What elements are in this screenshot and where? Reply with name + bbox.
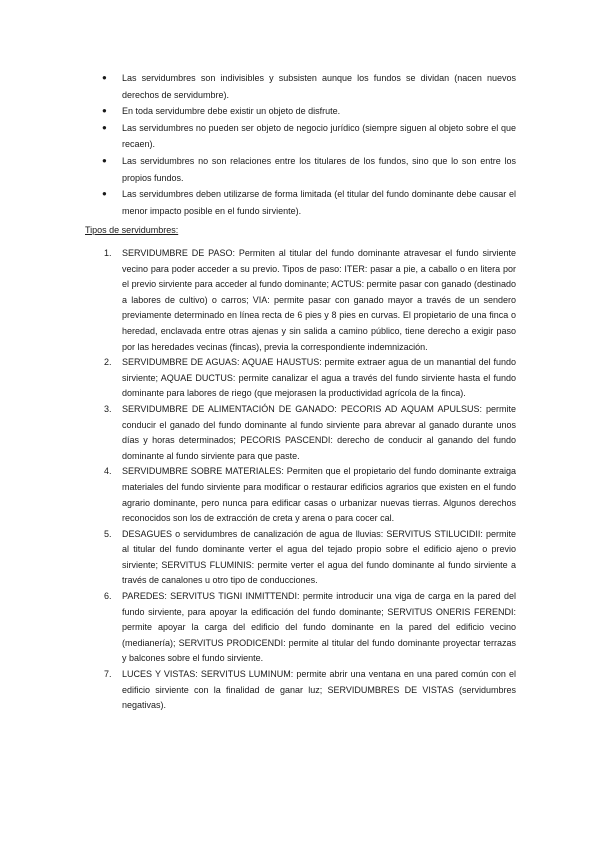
- list-item: [104, 667, 516, 714]
- list-item: [104, 527, 516, 589]
- item-number: 1.: [104, 248, 112, 258]
- item-number: 2.: [104, 357, 112, 368]
- bullet-item: ● Las servidumbres son indivisibles y subsisten aunque los fundos se dividan (nacen nuevos derechos de servidumbre).: [104, 70, 516, 103]
- properties-bullet-list: [104, 70, 516, 219]
- bullet-item: ● Las servidumbres no son relaciones entre los titulares de los fundos, sino que lo son entre los propios fundos.: [104, 153, 516, 186]
- section-heading: Tipos de servidumbres:: [85, 225, 179, 235]
- item-text: DESAGUES o servidumbres de canalización de agua de lluvias: SERVITUS STILUCIDII: permite al titular del fundo dominante verter el agua del tejado propio sobre el edificio ajeno o previo sirviente; SERVITUS FLUMINIS: permite verter el agua del fundo dominante al fundo sirviente a través de canalones u otro tipo de conducciones.: [122, 528, 516, 586]
- servitude-types-list: [104, 246, 516, 714]
- bullet-item: ● Las servidumbres no pueden ser objeto de negocio jurídico (siempre siguen al objeto sobre el que recaen).: [104, 120, 516, 153]
- item-number: 3.: [104, 403, 112, 414]
- item-number: 7.: [104, 669, 112, 680]
- list-item: [104, 589, 516, 667]
- bullet-item: ● En toda servidumbre debe existir un objeto de disfrute.: [104, 103, 516, 120]
- item-text: SERVIDUMBRE DE ALIMENTACIÓN DE GANADO: PECORIS AD AQUAM APULSUS: permite conducir el ganado del fundo dominante al fundo sirviente para abrevar al ganado durante unos días y horas determinados; PECORIS PASCENDI: derecho de conducir al ganando del fundo dominante al fundo sirviente para que paste.: [122, 403, 516, 461]
- list-item: [104, 464, 516, 526]
- item-text: PAREDES: SERVITUS TIGNI INMITTENDI: permite introducir una viga de carga en la pared del fundo sirviente, para apoyar la edificación del fundo dominante; SERVITUS ONERIS FERENDI: permite apoyar la carga del edificio del fundo dominante en la pared del edificio vecino (medianería); SERVITUS PRODICENDI: permite al titular del fundo dominante proyectar terrazas y balcones sobre el fundo sirviente.: [122, 591, 516, 664]
- bullet-item: ● Las servidumbres deben utilizarse de forma limitada (el titular del fundo dominante debe causar el menor impacto posible en el fundo sirviente).: [104, 186, 516, 219]
- list-item: [104, 246, 516, 355]
- item-number: 4.: [104, 466, 112, 477]
- item-number: 5.: [104, 528, 112, 539]
- item-text: SERVIDUMBRE DE PASO: Permiten al titular del fundo dominante atravesar el fundo sirviente vecino para poder acceder a su previo. Tipos de paso: ITER: pasar a pie, a caballo o en litera por el previo sirviente para acceder al fundo dominante; ACTUS: permite pasar con ganado (destinado a labores de cultivo) o carros; VIA: permite pasar con ganado mayor a través de un sendero previamente determinado en línea recta de 6 pies y 8 pies en curvas. El propietario de una finca o heredad, enclavada entre otras ajenas y sin salida a camino público, tiene derecho a exigir paso por las heredades vecinas (fincas), previa la correspondiente indemnización.: [122, 248, 516, 352]
- list-item: [104, 355, 516, 402]
- item-text: SERVIDUMBRE SOBRE MATERIALES: Permiten que el propietario del fundo dominante extraiga materiales del fundo sirviente para modificar o restaurar edificios agrarios que existen en el fundo agrario dominante, pero nunca para edificar casas o urbanizar nuevas tierras. Algunos derechos reconocidos son los de extracción de creta y arena o para cocer cal.: [122, 466, 516, 524]
- item-text: LUCES Y VISTAS: SERVITUS LUMINUM: permite abrir una ventana en una pared común con el edificio sirviente con la finalidad de ganar luz; SERVIDUMBRES DE VISTAS (servidumbres negativas).: [122, 669, 516, 711]
- item-text: SERVIDUMBRE DE AGUAS: AQUAE HAUSTUS: permite extraer agua de un manantial del fundo sirviente; AQUAE DUCTUS: permite canalizar el agua a través del fundo sirviente hasta el fundo dominante para labores de riego (que mejorasen la productividad agrícola de la finca).: [122, 357, 516, 399]
- item-number: 6.: [104, 591, 112, 602]
- list-item: [104, 402, 516, 464]
